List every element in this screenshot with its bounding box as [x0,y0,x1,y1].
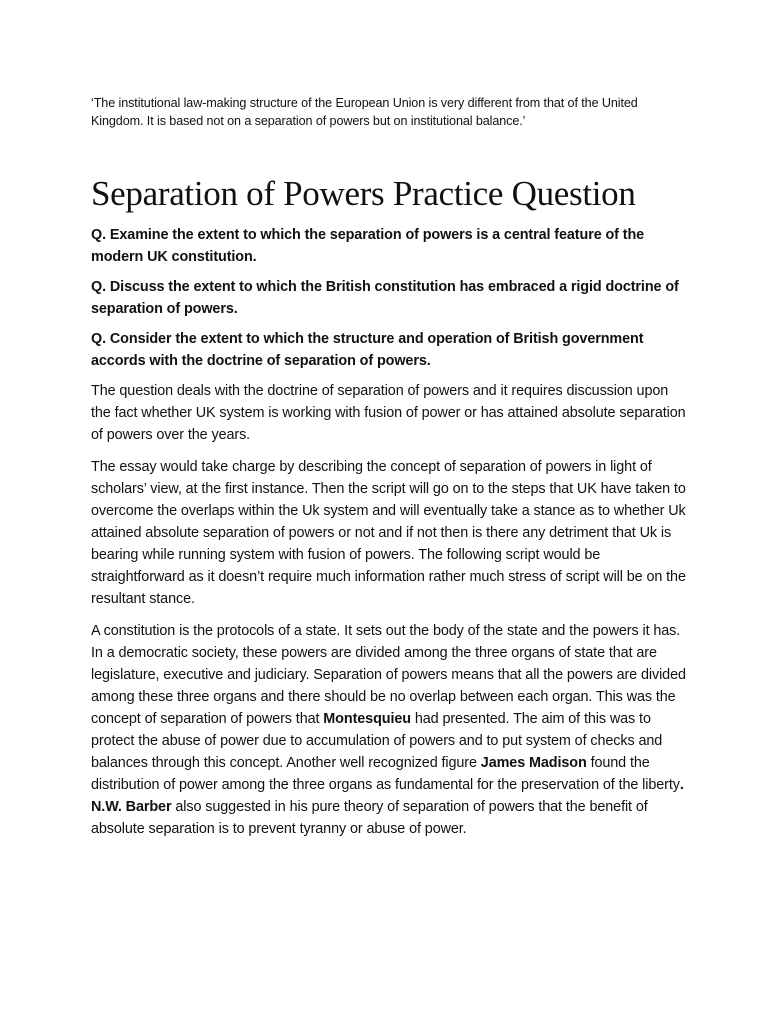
opening-quote: ‘The institutional law-making structure of the European Union is very different from that of the United Kingdom. It is based not on a separation of powers but on institutional balance.’ [91,96,638,128]
question-1: Q. Examine the extent to which the separation of powers is a central feature of the modern UK constitution. [91,227,645,265]
paragraph-essay-plan: The essay would take charge by describing the concept of separation of powers in light of scholars’ view, at the first instance. Then the script will go on to the steps that UK have taken to overcome the overlaps within the Uk system and will eventually take a stance as to whether Uk attained absolute separation of powers or not and if not then is there any detriment that Uk is bearing while running system with fusion of powers. The following script would be straightforward as it doesn’t require much information rather much stress of script will be on the resultant stance. [91,459,686,607]
name-montesquieu: Montesquieu [323,711,411,727]
paragraph-constitution [91,620,691,840]
question-2: Q. Discuss the extent to which the British constitution has embraced a rigid doctrine of separation of powers. [91,279,679,317]
page-title: Separation of Powers Practice Question [91,174,636,213]
name-james-madison: James Madison [480,755,587,771]
paragraph-text: found the distribution of power among the three organs as fundamental for the preservation of the liberty [91,755,680,793]
paragraph-intro: The question deals with the doctrine of separation of powers and it requires discussion upon the fact whether UK system is working with fusion of power or has attained absolute separation of powers over the years. [91,383,686,443]
question-3: Q. Consider the extent to which the structure and operation of British government accords with the doctrine of separation of powers. [91,331,644,369]
paragraph-text: had presented. The aim of this was to protect the abuse of power due to accumulation of powers and to put system of checks and balances through this concept. Another well recognized figure [91,711,663,771]
paragraph-text: A constitution is the protocols of a state. It sets out the body of the state and the powers it has. In a democratic society, these powers are divided among the three organs of state that are legislature, executive and judiciary. Separation of powers means that all the powers are divided among these three organs and there should be no overlap between each organ. This was the concept of separation of powers that [91,623,686,727]
name-nw-barber: . N.W. Barber [91,777,684,815]
document-page [91,94,691,850]
paragraph-text: also suggested in his pure theory of separation of powers that the benefit of absolute separation is to prevent tyranny or abuse of power. [91,799,648,837]
